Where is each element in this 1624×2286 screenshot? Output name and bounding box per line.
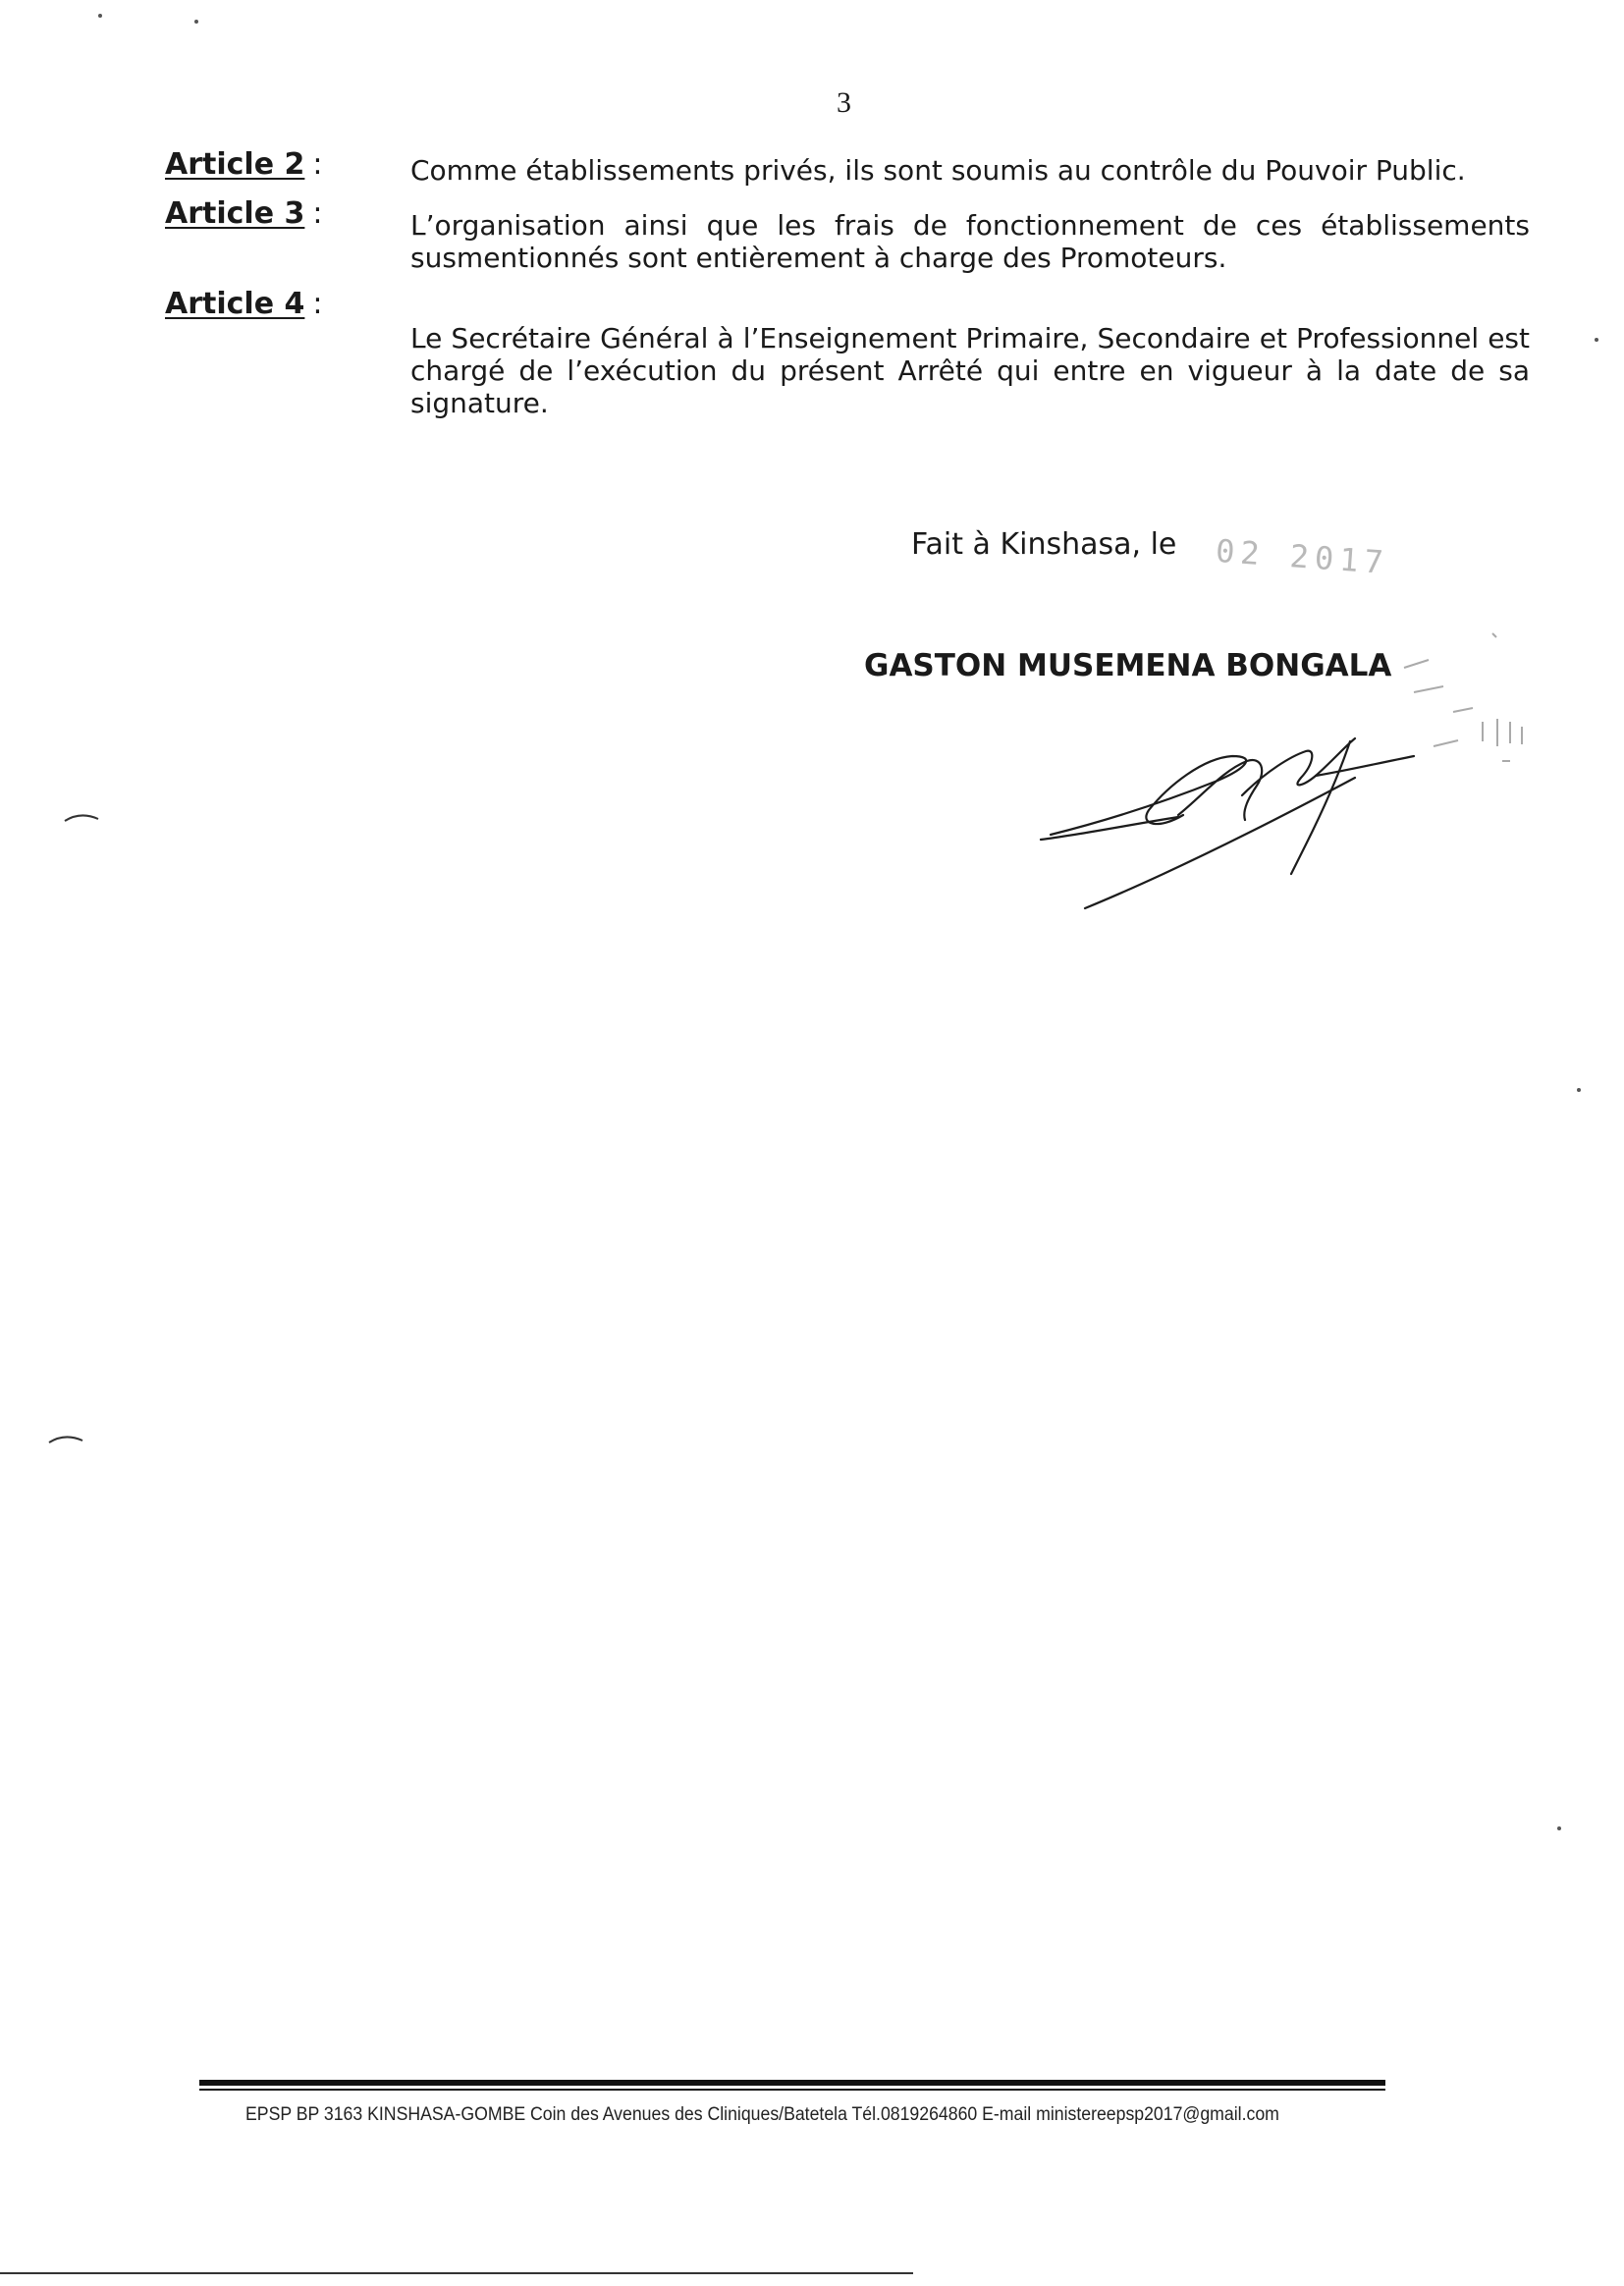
scan-speck (194, 20, 198, 24)
page-number: 3 (837, 86, 851, 119)
stamp-marks (1394, 628, 1542, 786)
signatory-name: GASTON MUSEMENA BONGALA (864, 648, 1392, 683)
scan-edge-line (0, 2272, 913, 2274)
scan-speck (1577, 1088, 1581, 1092)
scan-speck (1557, 1826, 1561, 1830)
margin-scan-mark (63, 811, 102, 825)
article-3-label (165, 196, 322, 231)
article-3-text: L’organisation ainsi que les frais de fonctionnement de ces établissements susmentionnés sont entièrement à charge des Promoteurs. (410, 209, 1530, 274)
article-3-colon: : (312, 196, 323, 231)
article-2-colon: : (312, 147, 323, 182)
margin-scan-mark (47, 1433, 86, 1446)
article-4-label (165, 287, 322, 321)
scan-speck (98, 14, 102, 18)
article-4-colon: : (312, 287, 323, 321)
place-date-line: Fait à Kinshasa, le (911, 527, 1177, 562)
footer-rule-thin (199, 2089, 1385, 2091)
stamped-date: 02 2017 (1214, 531, 1390, 582)
footer-contact: EPSP BP 3163 KINSHASA-GOMBE Coin des Avenues des Cliniques/Batetela Tél.0819264860 E-mail ministereepsp2017@gmail.com (245, 2104, 1279, 2125)
article-4-text: Le Secrétaire Général à l’Enseignement Primaire, Secondaire et Professionnel est chargé de l’exécution du présent Arrêté qui entre en vigueur à la date de sa signature. (410, 322, 1530, 419)
footer-rule (199, 2080, 1385, 2086)
scan-speck (1595, 338, 1598, 342)
article-3-heading: Article 3 (165, 196, 305, 231)
article-2-heading: Article 2 (165, 147, 305, 182)
article-2-text: Comme établissements privés, ils sont soumis au contrôle du Pouvoir Public. (410, 154, 1466, 187)
article-2-label (165, 147, 322, 182)
article-4-heading: Article 4 (165, 287, 305, 321)
